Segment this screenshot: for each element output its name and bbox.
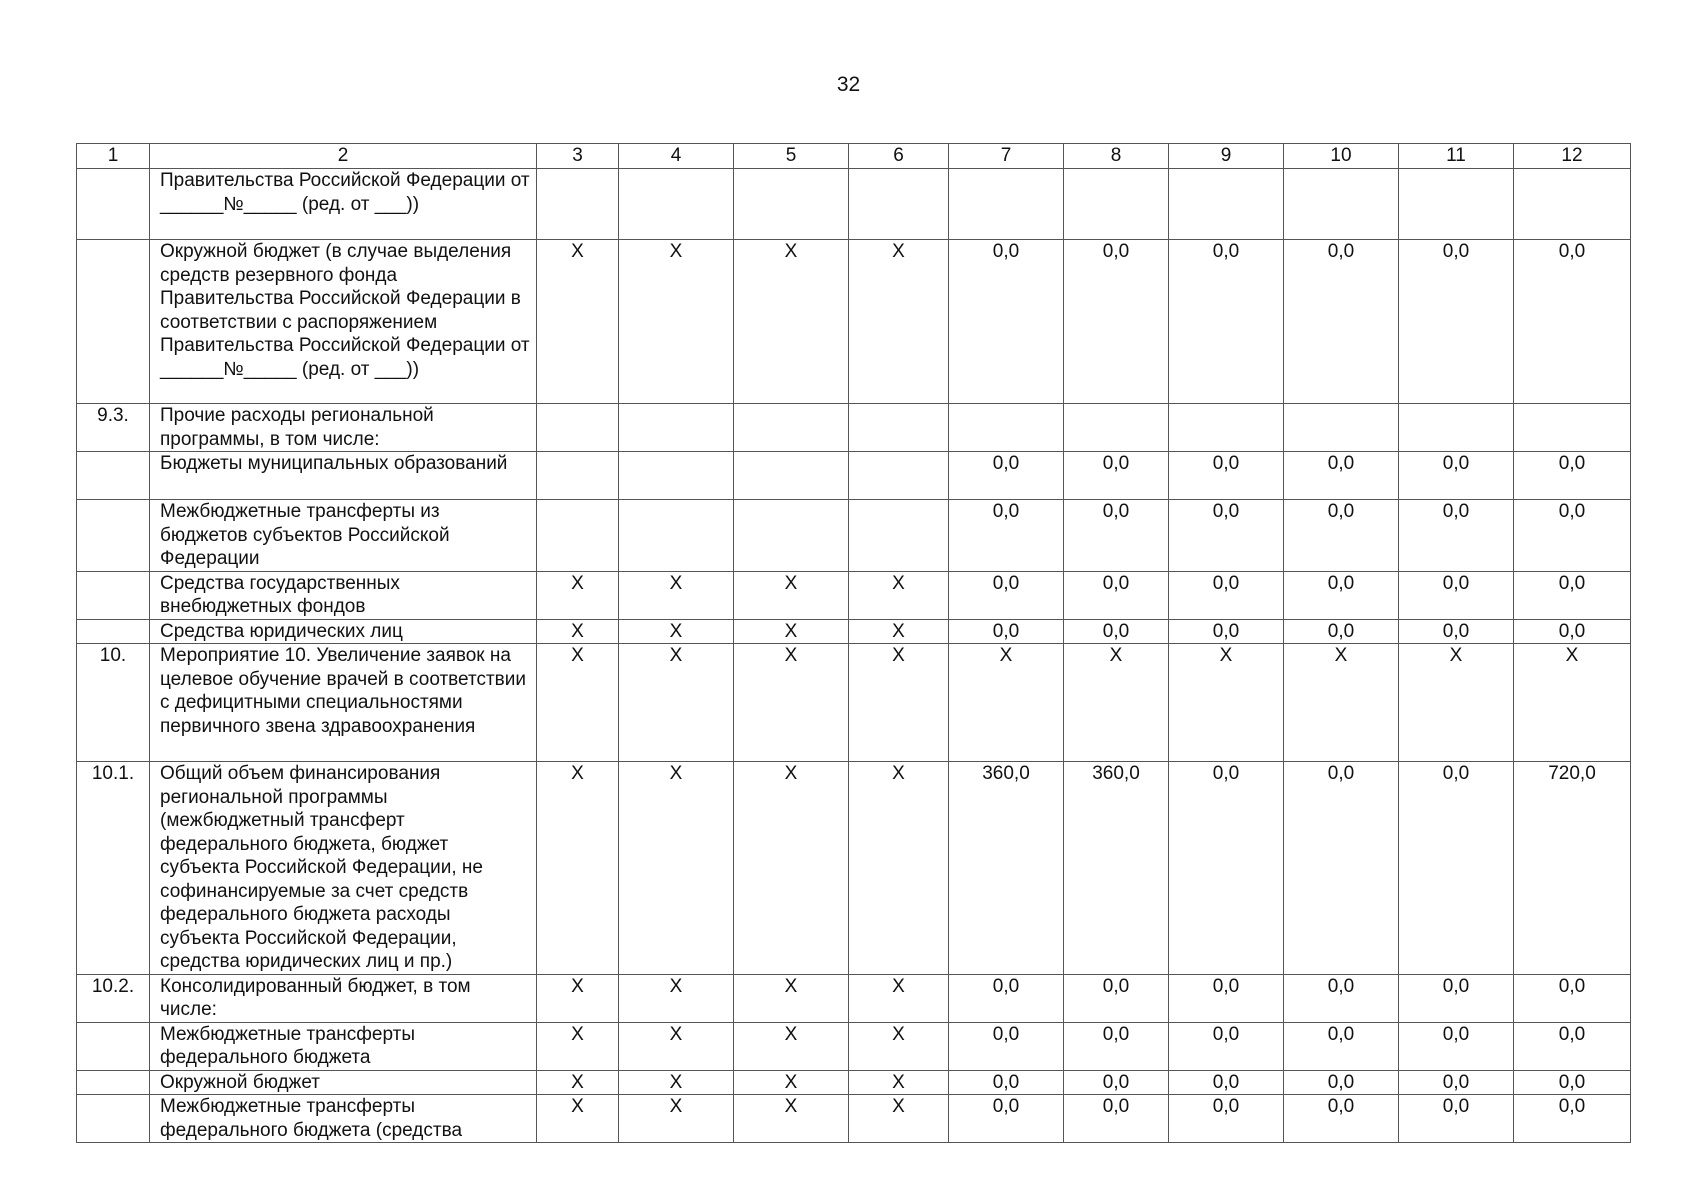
value-cell: 0,0 xyxy=(1064,619,1169,644)
value-cell: X xyxy=(734,240,849,404)
value-cell xyxy=(537,404,619,452)
column-header: 3 xyxy=(537,144,619,169)
value-cell xyxy=(1399,169,1514,240)
row-number-cell xyxy=(77,169,150,240)
row-number-cell xyxy=(77,500,150,572)
value-cell: 0,0 xyxy=(949,571,1064,619)
value-cell xyxy=(619,404,734,452)
value-cell: 0,0 xyxy=(1284,1070,1399,1095)
value-cell: 360,0 xyxy=(949,762,1064,975)
value-cell: 0,0 xyxy=(1399,571,1514,619)
value-cell: X xyxy=(949,644,1064,762)
value-cell: 360,0 xyxy=(1064,762,1169,975)
table-row xyxy=(77,1070,1631,1095)
value-cell: X xyxy=(734,974,849,1022)
value-cell: X xyxy=(619,1095,734,1143)
table-row xyxy=(77,1022,1631,1070)
row-description-cell: Окружной бюджет (в случае выделения средств резервного фонда Правительства Российской Федерации в соответствии с распоряжением Правительства Российской Федерации от ______№_____ (ред. от ___)) xyxy=(150,240,537,404)
value-cell: X xyxy=(537,644,619,762)
value-cell: 0,0 xyxy=(1284,762,1399,975)
column-header: 11 xyxy=(1399,144,1514,169)
column-header: 9 xyxy=(1169,144,1284,169)
value-cell: X xyxy=(1169,644,1284,762)
value-cell: X xyxy=(849,240,949,404)
value-cell: 0,0 xyxy=(1064,1022,1169,1070)
value-cell: 0,0 xyxy=(1169,1095,1284,1143)
value-cell xyxy=(849,500,949,572)
value-cell: X xyxy=(734,619,849,644)
value-cell: 0,0 xyxy=(949,240,1064,404)
row-description-cell: Средства юридических лиц xyxy=(150,619,537,644)
value-cell: X xyxy=(537,571,619,619)
table-row xyxy=(77,762,1631,975)
table-row xyxy=(77,169,1631,240)
value-cell: 0,0 xyxy=(1399,762,1514,975)
value-cell: X xyxy=(537,1070,619,1095)
row-description-cell: Правительства Российской Федерации от ______№_____ (ред. от ___)) xyxy=(150,169,537,240)
value-cell xyxy=(619,452,734,500)
row-description-cell: Прочие расходы региональной программы, в том числе: xyxy=(150,404,537,452)
row-description-cell: Консолидированный бюджет, в том числе: xyxy=(150,974,537,1022)
value-cell xyxy=(734,500,849,572)
table-row xyxy=(77,974,1631,1022)
value-cell: X xyxy=(1064,644,1169,762)
value-cell xyxy=(734,169,849,240)
column-header: 5 xyxy=(734,144,849,169)
value-cell: X xyxy=(537,240,619,404)
value-cell xyxy=(1284,169,1399,240)
row-description-cell: Мероприятие 10. Увеличение заявок на целевое обучение врачей в соответствии с дефицитными специальностями первичного звена здравоохранения xyxy=(150,644,537,762)
column-header: 10 xyxy=(1284,144,1399,169)
value-cell: 0,0 xyxy=(1514,1022,1631,1070)
value-cell: 0,0 xyxy=(1514,619,1631,644)
table-row xyxy=(77,1095,1631,1143)
value-cell: X xyxy=(619,571,734,619)
row-number-cell: 9.3. xyxy=(77,404,150,452)
value-cell: 0,0 xyxy=(949,1022,1064,1070)
row-number-cell xyxy=(77,1022,150,1070)
value-cell: X xyxy=(849,1095,949,1143)
row-number-cell xyxy=(77,619,150,644)
value-cell: X xyxy=(619,974,734,1022)
value-cell: X xyxy=(1284,644,1399,762)
value-cell: 0,0 xyxy=(1284,240,1399,404)
value-cell: 0,0 xyxy=(1284,1022,1399,1070)
value-cell: X xyxy=(734,1070,849,1095)
value-cell: 0,0 xyxy=(1284,619,1399,644)
row-description-cell: Средства государственных внебюджетных фондов xyxy=(150,571,537,619)
value-cell xyxy=(1064,169,1169,240)
value-cell: X xyxy=(734,762,849,975)
value-cell: 0,0 xyxy=(1399,500,1514,572)
value-cell xyxy=(1514,169,1631,240)
table-row xyxy=(77,644,1631,762)
value-cell xyxy=(1169,169,1284,240)
value-cell xyxy=(1064,404,1169,452)
row-description-cell: Межбюджетные трансферты федерального бюджета xyxy=(150,1022,537,1070)
value-cell: 0,0 xyxy=(1399,619,1514,644)
value-cell: 0,0 xyxy=(949,974,1064,1022)
table-row xyxy=(77,452,1631,500)
value-cell: X xyxy=(849,1070,949,1095)
table-row xyxy=(77,500,1631,572)
value-cell: X xyxy=(734,1022,849,1070)
value-cell: 0,0 xyxy=(949,500,1064,572)
value-cell: X xyxy=(537,1095,619,1143)
value-cell: X xyxy=(619,1070,734,1095)
table-row xyxy=(77,240,1631,404)
value-cell: 0,0 xyxy=(1064,500,1169,572)
value-cell: 0,0 xyxy=(1284,974,1399,1022)
value-cell xyxy=(949,404,1064,452)
value-cell: 0,0 xyxy=(1399,1070,1514,1095)
value-cell: 0,0 xyxy=(1514,571,1631,619)
value-cell: 0,0 xyxy=(1064,571,1169,619)
value-cell: 0,0 xyxy=(1514,452,1631,500)
column-header: 1 xyxy=(77,144,150,169)
value-cell: 0,0 xyxy=(1169,1022,1284,1070)
row-number-cell xyxy=(77,1095,150,1143)
row-description-cell: Бюджеты муниципальных образований xyxy=(150,452,537,500)
value-cell: 0,0 xyxy=(1064,452,1169,500)
value-cell: 0,0 xyxy=(1064,240,1169,404)
value-cell xyxy=(1284,404,1399,452)
value-cell: 0,0 xyxy=(1169,571,1284,619)
value-cell: X xyxy=(849,1022,949,1070)
value-cell xyxy=(1399,404,1514,452)
value-cell: 0,0 xyxy=(1514,1095,1631,1143)
row-description-cell: Межбюджетные трансферты из бюджетов субъектов Российской Федерации xyxy=(150,500,537,572)
value-cell xyxy=(619,500,734,572)
value-cell: 0,0 xyxy=(1284,452,1399,500)
value-cell: 0,0 xyxy=(1064,1095,1169,1143)
value-cell: X xyxy=(849,619,949,644)
column-header: 2 xyxy=(150,144,537,169)
value-cell: X xyxy=(849,762,949,975)
value-cell: X xyxy=(619,644,734,762)
row-description-cell: Межбюджетные трансферты федерального бюджета (средства xyxy=(150,1095,537,1143)
value-cell: 0,0 xyxy=(1169,619,1284,644)
column-header: 8 xyxy=(1064,144,1169,169)
row-number-cell: 10.2. xyxy=(77,974,150,1022)
value-cell: X xyxy=(537,619,619,644)
value-cell xyxy=(537,169,619,240)
value-cell: X xyxy=(734,1095,849,1143)
value-cell xyxy=(1514,404,1631,452)
value-cell xyxy=(849,169,949,240)
page-number: 32 xyxy=(836,73,861,96)
budget-table xyxy=(76,143,1631,1143)
table-header-row xyxy=(77,144,1631,169)
value-cell: 0,0 xyxy=(1064,1070,1169,1095)
row-description-cell: Окружной бюджет xyxy=(150,1070,537,1095)
value-cell: 0,0 xyxy=(1514,1070,1631,1095)
value-cell xyxy=(619,169,734,240)
value-cell: 0,0 xyxy=(1169,974,1284,1022)
table-row xyxy=(77,619,1631,644)
value-cell: 0,0 xyxy=(1064,974,1169,1022)
value-cell xyxy=(734,404,849,452)
value-cell: X xyxy=(734,571,849,619)
value-cell: 0,0 xyxy=(949,1070,1064,1095)
value-cell: 0,0 xyxy=(1514,500,1631,572)
value-cell: 0,0 xyxy=(1284,571,1399,619)
value-cell: X xyxy=(537,762,619,975)
value-cell: 0,0 xyxy=(1399,452,1514,500)
value-cell: 0,0 xyxy=(1284,1095,1399,1143)
value-cell: X xyxy=(537,974,619,1022)
value-cell xyxy=(949,169,1064,240)
column-header: 4 xyxy=(619,144,734,169)
value-cell: 0,0 xyxy=(1399,1095,1514,1143)
value-cell: 0,0 xyxy=(949,619,1064,644)
row-number-cell xyxy=(77,452,150,500)
value-cell: X xyxy=(619,240,734,404)
value-cell: X xyxy=(849,974,949,1022)
table-body xyxy=(77,169,1631,1143)
value-cell: 0,0 xyxy=(1514,240,1631,404)
column-header: 6 xyxy=(849,144,949,169)
column-header: 12 xyxy=(1514,144,1631,169)
value-cell: 0,0 xyxy=(1169,452,1284,500)
value-cell xyxy=(849,404,949,452)
value-cell: 0,0 xyxy=(1169,240,1284,404)
value-cell: X xyxy=(734,644,849,762)
value-cell: 0,0 xyxy=(949,1095,1064,1143)
value-cell: X xyxy=(619,762,734,975)
row-number-cell: 10. xyxy=(77,644,150,762)
value-cell: 0,0 xyxy=(949,452,1064,500)
value-cell: 0,0 xyxy=(1169,500,1284,572)
value-cell: 0,0 xyxy=(1399,1022,1514,1070)
row-number-cell xyxy=(77,240,150,404)
value-cell: 0,0 xyxy=(1399,974,1514,1022)
row-number-cell: 10.1. xyxy=(77,762,150,975)
value-cell: 0,0 xyxy=(1399,240,1514,404)
column-header: 7 xyxy=(949,144,1064,169)
value-cell: X xyxy=(849,644,949,762)
value-cell: X xyxy=(619,1022,734,1070)
value-cell: X xyxy=(1514,644,1631,762)
value-cell: 0,0 xyxy=(1169,762,1284,975)
value-cell xyxy=(1169,404,1284,452)
row-number-cell xyxy=(77,1070,150,1095)
value-cell: 0,0 xyxy=(1514,974,1631,1022)
row-description-cell: Общий объем финансирования региональной программы (межбюджетный трансферт федерального бюджета, бюджет субъекта Российской Федерации, не софинансируемые за счет средств федерального бюджета расходы субъекта Российской Федерации, средства юридических лиц и пр.) xyxy=(150,762,537,975)
value-cell: X xyxy=(849,571,949,619)
value-cell xyxy=(537,500,619,572)
value-cell xyxy=(734,452,849,500)
value-cell xyxy=(849,452,949,500)
value-cell xyxy=(537,452,619,500)
table-row xyxy=(77,404,1631,452)
value-cell: 720,0 xyxy=(1514,762,1631,975)
row-number-cell xyxy=(77,571,150,619)
value-cell: 0,0 xyxy=(1169,1070,1284,1095)
value-cell: X xyxy=(619,619,734,644)
value-cell: X xyxy=(537,1022,619,1070)
value-cell: 0,0 xyxy=(1284,500,1399,572)
table-row xyxy=(77,571,1631,619)
value-cell: X xyxy=(1399,644,1514,762)
